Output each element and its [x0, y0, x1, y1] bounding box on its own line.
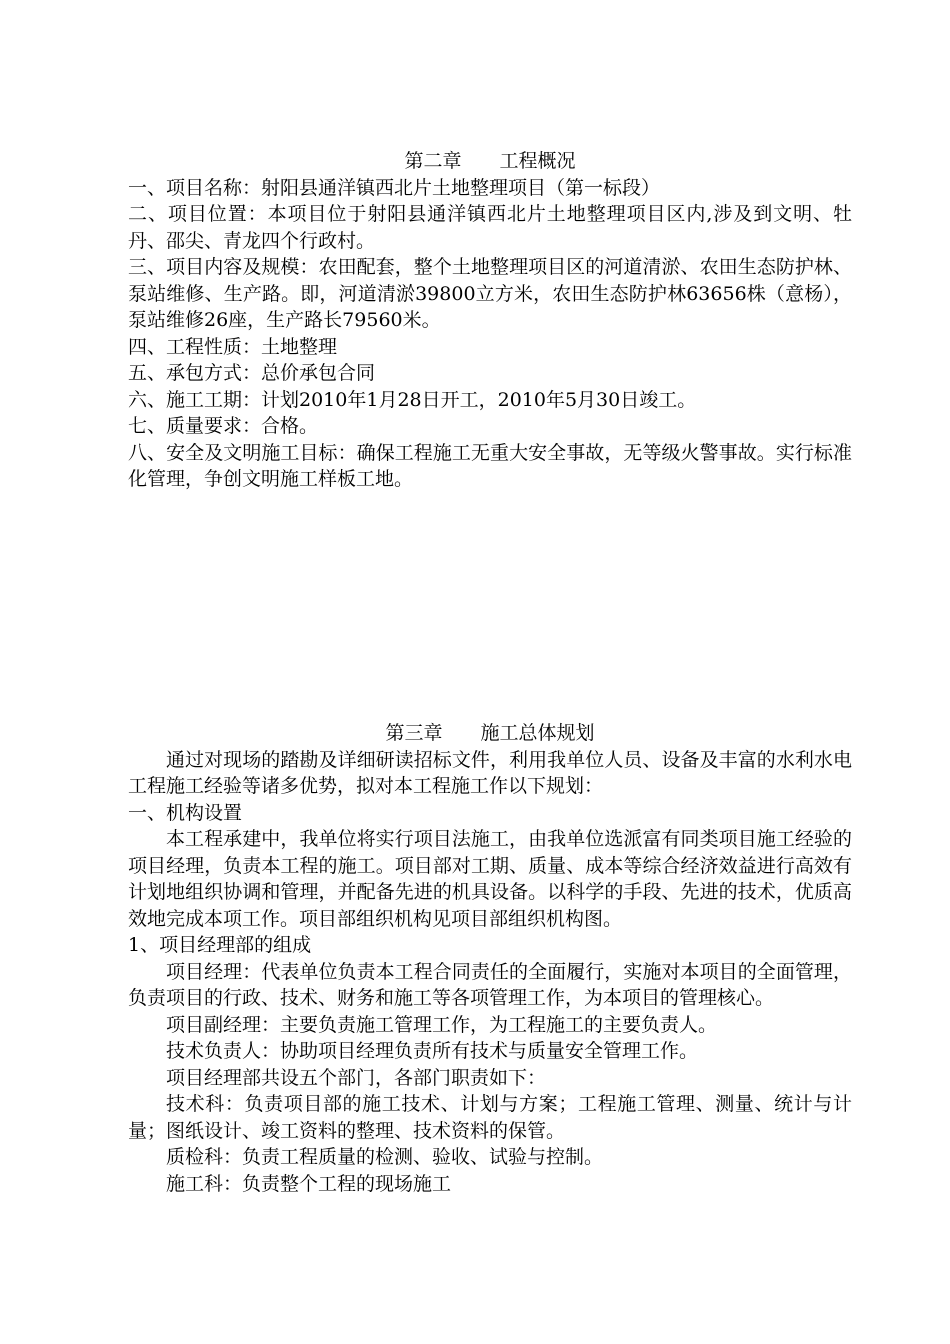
project-nature-line: 四、工程性质：土地整理: [128, 335, 338, 358]
contract-type-line: 五、承包方式：总价承包合同: [128, 362, 376, 384]
chapter-3-section: [128, 720, 852, 1197]
dept-quality: 质检科：负责工程质量的检测、验收、试验与控制。: [166, 1146, 604, 1168]
chapter-3-intro: 通过对现场的踏勘及详细研读招标文件，利用我单位人员、设备及丰富的水利水电工程施工经验等诸多优势，拟对本工程施工作以下规划：: [128, 748, 852, 797]
chapter-2-section: [128, 148, 852, 493]
quality-requirement-line: 七、质量要求：合格。: [128, 415, 319, 437]
project-scope-line: 三、项目内容及规模：农田配套，整个土地整理项目区的河道清淤、农田生态防护林、泵站维修、生产路。即，河道清淤39800立方米，农田生态防护林63656株（意杨），泵站维修26座，生产路长79560米。: [128, 256, 852, 331]
departments-intro: 项目经理部共设五个部门，各部门职责如下：: [166, 1066, 547, 1089]
dept-technical: 技术科：负责项目部的施工技术、计划与方案；工程施工管理、测量、统计与计量；图纸设计、竣工资料的整理、技术资料的保管。: [128, 1093, 852, 1142]
organization-section-body: 本工程承建中，我单位将实行项目法施工，由我单位选派富有同类项目施工经验的项目经理，负责本工程的施工。项目部对工期、质量、成本等综合经济效益进行高效有计划地组织协调和管理，并配备先进的机具设备。以科学的手段、先进的技术，优质高效地完成本项工作。项目部组织机构见项目部组织机构图。: [128, 828, 852, 930]
role-project-manager: 项目经理：代表单位负责本工程合同责任的全面履行，实施对本项目的全面管理，负责项目的行政、技术、财务和施工等各项管理工作，为本项目的管理核心。: [128, 960, 852, 1009]
chapter-2-title: 第二章 工程概况: [404, 150, 576, 172]
dept-construction: 施工科：负责整个工程的现场施工: [166, 1172, 452, 1195]
role-deputy-manager: 项目副经理：主要负责施工管理工作，为工程施工的主要负责人。: [166, 1013, 718, 1036]
organization-section-title: 一、机构设置: [128, 801, 243, 824]
project-location-line: 二、项目位置：本项目位于射阳县通洋镇西北片土地整理项目区内,涉及到文明、牡丹、邵尖、青龙四个行政村。: [128, 203, 852, 252]
role-technical-lead: 技术负责人：协助项目经理负责所有技术与质量安全管理工作。: [166, 1040, 699, 1062]
project-name-line: 一、项目名称：射阳县通洋镇西北片土地整理项目（第一标段）: [128, 176, 661, 199]
project-dept-subtitle: 1、项目经理部的组成: [128, 934, 312, 956]
chapter-3-title: 第三章 施工总体规划: [385, 722, 595, 744]
schedule-line: 六、施工工期：计划2010年1月28日开工，2010年5月30日竣工。: [128, 388, 697, 411]
safety-goal-line: 八、安全及文明施工目标：确保工程施工无重大安全事故，无等级火警事故。实行标准化管理，争创文明施工样板工地。: [128, 441, 852, 490]
